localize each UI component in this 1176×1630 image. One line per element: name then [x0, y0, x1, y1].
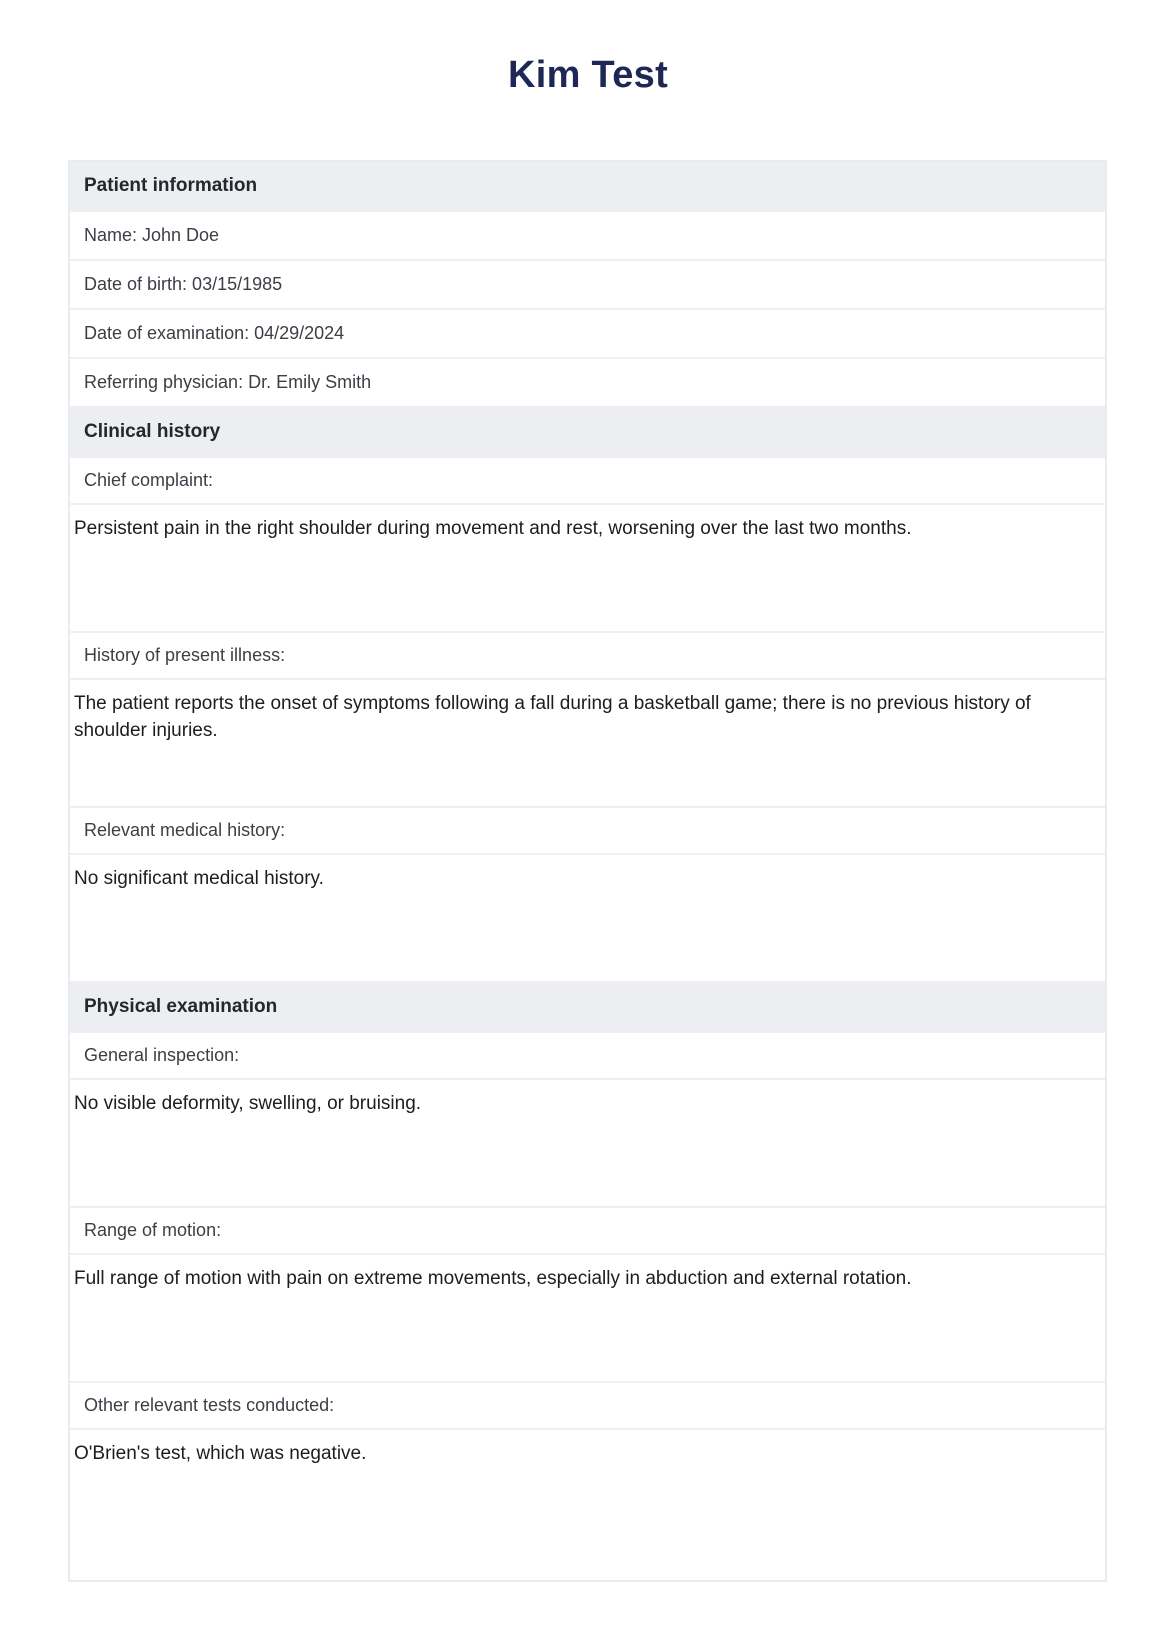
section-header-patient-information: Patient information	[70, 162, 1105, 212]
other-relevant-tests-value: O'Brien's test, which was negative.	[70, 1430, 1105, 1580]
form-table	[68, 160, 1107, 1582]
section-header-clinical-history: Clinical history	[70, 408, 1105, 458]
date-of-examination-field: Date of examination: 04/29/2024	[70, 310, 1105, 359]
patient-name-field: Name: John Doe	[70, 212, 1105, 261]
chief-complaint-label: Chief complaint:	[70, 458, 1105, 505]
section-header-physical-examination: Physical examination	[70, 983, 1105, 1033]
date-of-birth-field: Date of birth: 03/15/1985	[70, 261, 1105, 310]
chief-complaint-value: Persistent pain in the right shoulder during movement and rest, worsening over the last two months.	[70, 505, 1105, 633]
page-title: Kim Test	[507, 54, 669, 96]
general-inspection-label: General inspection:	[70, 1033, 1105, 1080]
other-relevant-tests-label: Other relevant tests conducted:	[70, 1383, 1105, 1430]
referring-physician-field: Referring physician: Dr. Emily Smith	[70, 359, 1105, 408]
relevant-medical-history-label: Relevant medical history:	[70, 808, 1105, 855]
general-inspection-value: No visible deformity, swelling, or bruising.	[70, 1080, 1105, 1208]
history-of-present-illness-value: The patient reports the onset of symptoms following a fall during a basketball game; there is no previous history of shoulder injuries.	[70, 680, 1105, 808]
range-of-motion-label: Range of motion:	[70, 1208, 1105, 1255]
history-of-present-illness-label: History of present illness:	[70, 633, 1105, 680]
relevant-medical-history-value: No significant medical history.	[70, 855, 1105, 983]
range-of-motion-value: Full range of motion with pain on extreme movements, especially in abduction and external rotation.	[70, 1255, 1105, 1383]
